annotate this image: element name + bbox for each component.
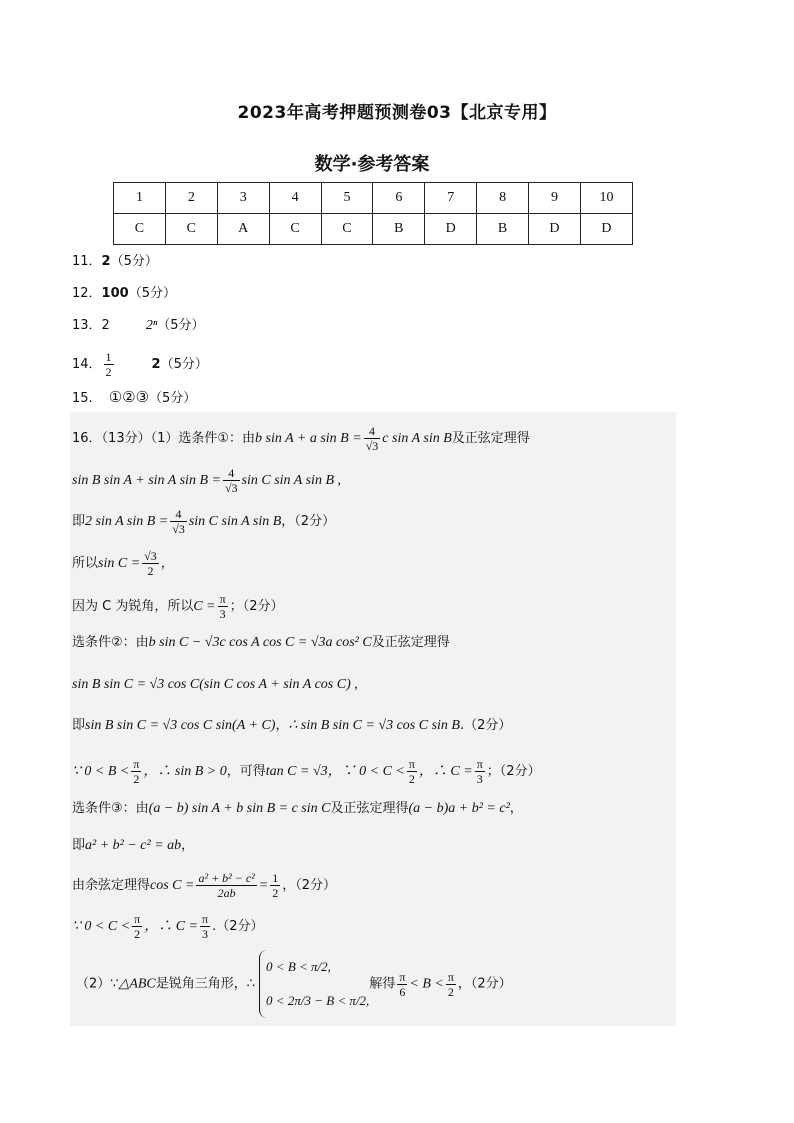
fraction — [132, 912, 142, 941]
math: ∵ 0 < C < — [72, 919, 131, 934]
denominator: √3 — [224, 481, 238, 495]
text: 选条件②：由 — [72, 635, 149, 650]
table-cell-answer: B — [373, 214, 425, 245]
numerator: 4 — [170, 507, 187, 522]
page-title: 2023年高考押题预测卷03【北京专用】 — [237, 103, 557, 123]
score: （5分） — [149, 391, 197, 406]
denominator: √3 — [172, 522, 185, 536]
math: b sin A + a sin B = — [255, 431, 362, 446]
fraction — [200, 912, 210, 941]
page-subtitle: 数学·参考答案 — [314, 154, 430, 175]
inequality-2: 0 < 2π/3 − B < π/2, — [266, 993, 370, 1008]
math: cos C = — [150, 878, 195, 893]
text: ， — [181, 838, 195, 853]
fraction — [270, 871, 280, 900]
math: sin C sin A sin B — [188, 514, 282, 529]
text: 及正弦定理得 — [371, 635, 450, 650]
numerator: π — [219, 592, 226, 606]
table-cell-number: 10 — [580, 183, 632, 214]
solution-line-13 — [72, 912, 263, 941]
denominator: 3 — [476, 772, 483, 786]
text: ， — [160, 556, 174, 571]
table-cell-answer: D — [425, 214, 477, 245]
score: （5分） — [128, 286, 176, 301]
fraction — [170, 507, 187, 536]
denominator: 2 — [272, 886, 279, 900]
text: ，可得 — [226, 764, 266, 779]
text: （2）∵ — [76, 976, 119, 992]
table-cell-number: 2 — [165, 183, 217, 214]
math: ∴ sin B sin C = √3 cos C sin B — [288, 718, 460, 733]
math: C = — [193, 599, 216, 614]
table-cell-answer: B — [477, 214, 529, 245]
math: tan C = √3 — [265, 764, 328, 779]
math: a² + b² − c² = ab — [85, 838, 182, 853]
inequality-system — [259, 950, 369, 1018]
fraction — [407, 757, 417, 786]
text: ；（2分） — [486, 764, 541, 779]
table-cell-answer: D — [580, 214, 632, 245]
table-cell-answer: C — [321, 214, 373, 245]
math: ，∴ C = — [144, 919, 198, 934]
numerator: π — [202, 912, 209, 926]
numerator: 1 — [105, 350, 112, 364]
table-cell-number: 4 — [269, 183, 321, 214]
text: ， — [509, 801, 523, 816]
table-cell-number: 5 — [321, 183, 373, 214]
solution-line-12 — [72, 871, 336, 900]
question-number: 11． — [72, 254, 102, 269]
numerator: 4 — [223, 466, 240, 481]
answer-value-2: 2 — [151, 357, 161, 372]
text: 因为 C 为锐角，所以 — [72, 599, 194, 614]
math: △ABC — [118, 976, 156, 992]
numerator: √3 — [144, 549, 157, 563]
answer-table — [113, 182, 633, 245]
denominator: 6 — [399, 984, 406, 999]
text: ，（2分） — [281, 514, 336, 529]
answer-value: 2 — [101, 254, 111, 269]
fraction — [364, 424, 381, 453]
text: 是锐角三角形，∴ — [155, 976, 256, 992]
fraction — [196, 871, 256, 900]
answer-value-1: 2 — [101, 318, 110, 333]
text: 选条件③：由 — [72, 801, 149, 816]
question-number: 12． — [72, 286, 102, 301]
denominator: 2 — [447, 984, 454, 999]
table-cell-number: 3 — [217, 183, 269, 214]
fraction — [104, 350, 114, 379]
denominator: 2 — [147, 564, 154, 578]
denominator: 3 — [202, 927, 209, 941]
solution-line-5 — [72, 592, 283, 621]
table-cell-answer: C — [114, 214, 166, 245]
text: 即 — [72, 514, 86, 529]
denominator: 2 — [408, 772, 415, 786]
solution-line-11 — [72, 836, 194, 856]
solution-line-6 — [72, 633, 450, 653]
numerator: π — [134, 912, 141, 926]
question-number: 13． — [72, 318, 102, 333]
table-cell-number: 8 — [477, 183, 529, 214]
table-cell-answer: A — [217, 214, 269, 245]
numerator: π — [408, 757, 415, 771]
text: .（2分） — [459, 718, 512, 733]
table-cell-number: 9 — [529, 183, 581, 214]
math: c sin A sin B — [382, 431, 452, 446]
fraction — [397, 970, 407, 999]
answer-13 — [72, 316, 205, 336]
score: （5分） — [157, 318, 205, 333]
denominator: 2ab — [217, 886, 236, 900]
text: 解得 — [369, 976, 396, 992]
answer-table-number-row — [114, 183, 633, 214]
answer-12 — [72, 284, 176, 304]
math: b sin C − √3c cos A cos C = √3a cos² C — [148, 635, 372, 650]
denominator: 3 — [219, 607, 226, 621]
answer-15 — [72, 387, 196, 409]
text: ，（2分） — [457, 976, 512, 992]
solution-line-1 — [72, 424, 530, 453]
math: sin B sin C = √3 cos C sin(A + C) — [85, 718, 276, 733]
text: ；（2分） — [229, 599, 284, 614]
math: sin B sin C = √3 cos C(sin C cos A + sin A cos C) , — [72, 677, 358, 692]
math: ，∴ sin B > 0 — [143, 764, 227, 779]
numerator: π — [133, 757, 140, 771]
solution-line-7 — [72, 675, 358, 695]
text: 由余弦定理得 — [72, 878, 151, 893]
fraction — [446, 970, 456, 999]
math: ∵ 0 < B < — [72, 764, 130, 779]
text: ，（2分） — [282, 878, 337, 893]
numerator: π — [447, 969, 454, 984]
math: (a − b) sin A + b sin B = c sin C — [148, 801, 331, 816]
answer-table-answer-row — [114, 214, 633, 245]
numerator: a² + b² − c² — [198, 871, 255, 885]
math: 2 sin A sin B = — [85, 514, 169, 529]
table-cell-number: 6 — [373, 183, 425, 214]
solution-line-4 — [72, 549, 174, 578]
fraction — [223, 466, 240, 495]
numerator: 1 — [272, 871, 279, 885]
score: （5分） — [160, 357, 208, 372]
text: .（2分） — [212, 919, 264, 934]
numerator: 4 — [364, 424, 381, 439]
text: 16．（13分）（1）选条件①：由 — [72, 431, 256, 446]
table-cell-answer: D — [529, 214, 581, 245]
table-cell-number: 7 — [425, 183, 477, 214]
solution-line-3 — [72, 507, 335, 536]
answer-14 — [72, 350, 208, 379]
math: sin C sin A sin B , — [241, 473, 341, 488]
solution-line-2 — [72, 466, 341, 495]
denominator: 2 — [133, 772, 140, 786]
math: sin C = — [98, 556, 141, 571]
fraction — [142, 549, 159, 578]
answer-value: 100 — [101, 286, 129, 301]
math: (a − b)a + b² = c² — [408, 801, 510, 816]
math: ，∵ 0 < C < — [327, 764, 405, 779]
text: 所以 — [72, 556, 99, 571]
text: 及正弦定理得 — [451, 431, 530, 446]
solution-line-14 — [76, 950, 512, 1018]
denominator: √3 — [365, 439, 379, 453]
math: = — [258, 878, 269, 893]
text: 即 — [72, 838, 86, 853]
denominator: 2 — [105, 365, 112, 379]
table-cell-answer: C — [165, 214, 217, 245]
answer-11 — [72, 252, 158, 272]
text: 及正弦定理得 — [330, 801, 409, 816]
table-cell-answer: C — [269, 214, 321, 245]
inequality-1: 0 < B < π/2, — [266, 959, 331, 974]
text: ， — [275, 718, 289, 733]
solution-line-8 — [72, 716, 511, 736]
question-number: 15. — [72, 391, 93, 406]
numerator: π — [476, 757, 483, 771]
score: （5分） — [110, 254, 158, 269]
math: ，∴ C = — [418, 764, 473, 779]
table-cell-number: 1 — [114, 183, 166, 214]
question-number: 14． — [72, 357, 102, 372]
numerator: π — [399, 969, 406, 984]
text: 即 — [72, 718, 86, 733]
answer-value: ①②③ — [108, 388, 150, 406]
fraction — [475, 757, 485, 786]
solution-line-9 — [72, 757, 541, 786]
fraction — [131, 757, 141, 786]
denominator: 2 — [134, 927, 141, 941]
math: sin B sin A + sin A sin B = — [72, 473, 221, 488]
solution-line-10 — [72, 799, 523, 819]
math: < B < — [409, 976, 444, 992]
answer-value-2: 2ⁿ — [145, 318, 158, 333]
fraction — [218, 592, 228, 621]
